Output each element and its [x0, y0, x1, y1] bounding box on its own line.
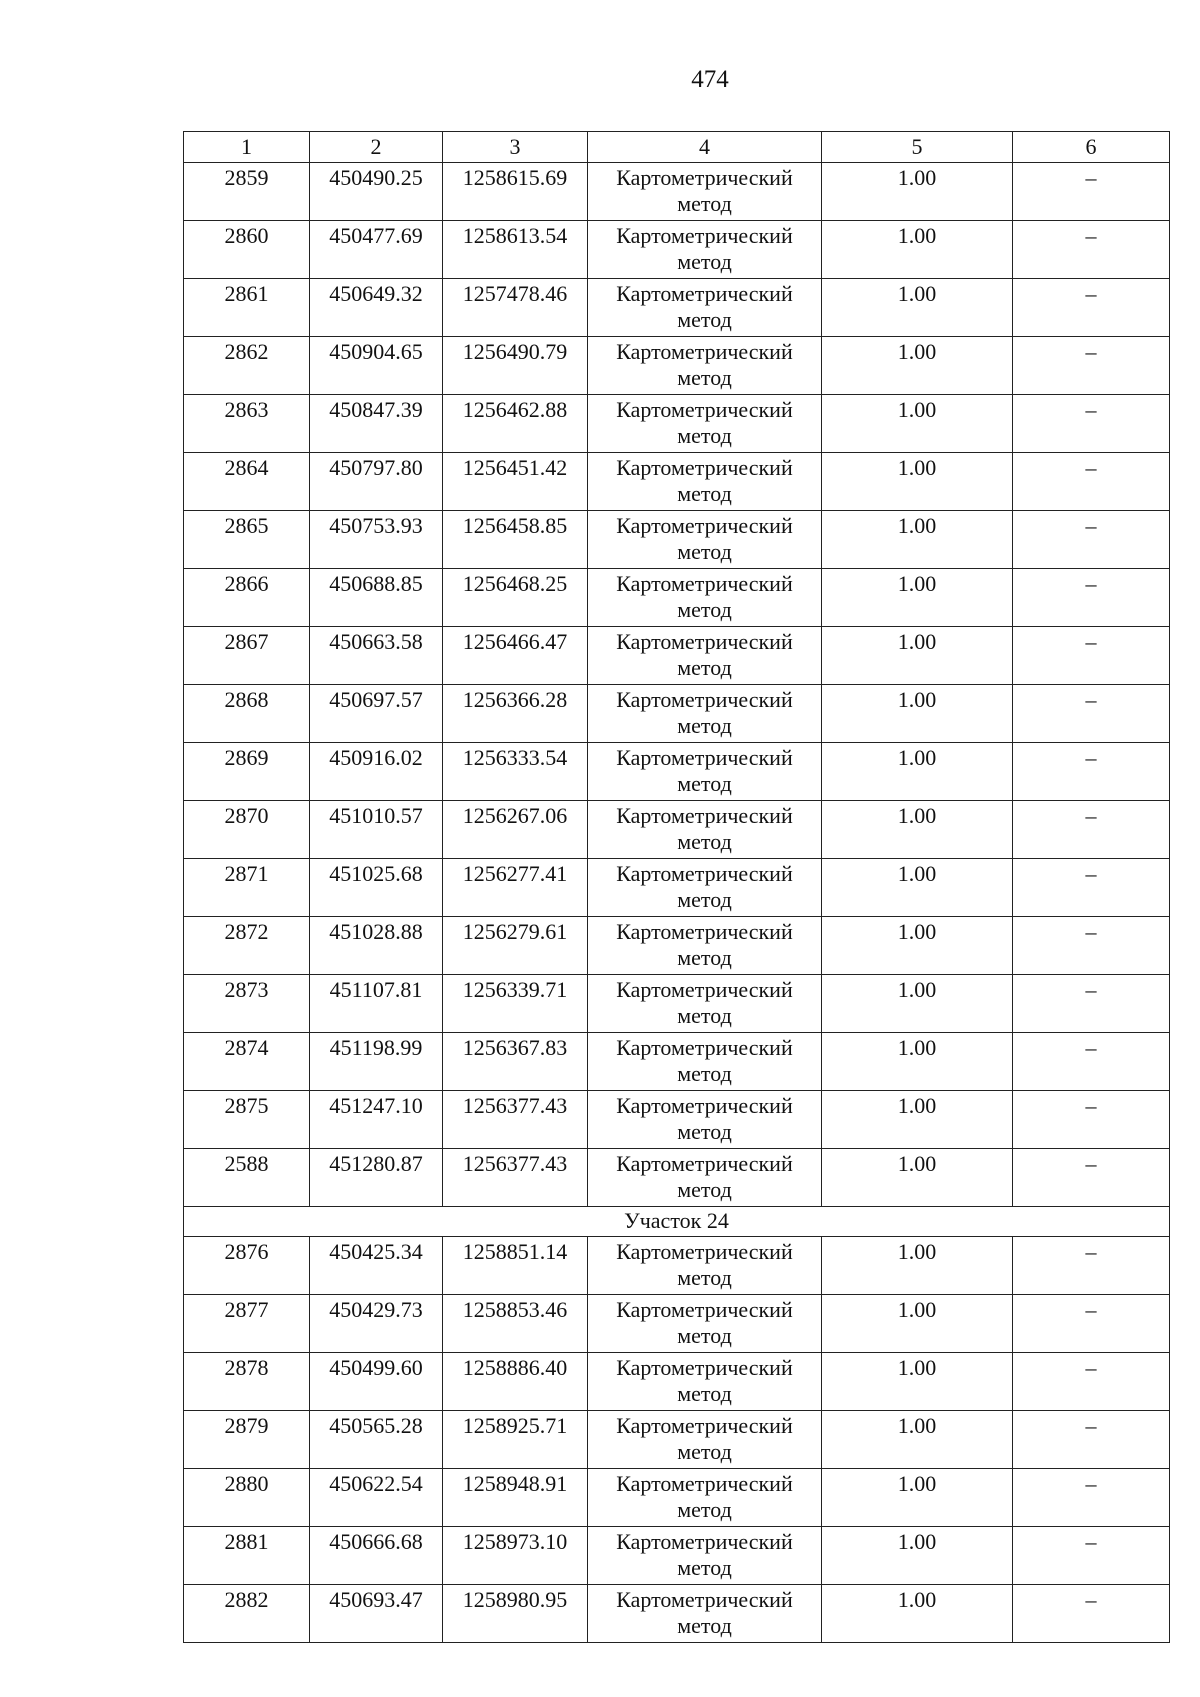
y-coordinate-cell: 1258886.40	[443, 1353, 588, 1411]
method-cell: Картометрический метод	[588, 1411, 822, 1469]
method-cell: Картометрический метод	[588, 1033, 822, 1091]
note-cell: –	[1013, 1353, 1170, 1411]
header-row	[184, 132, 1170, 163]
accuracy-cell: 1.00	[822, 1149, 1013, 1207]
y-coordinate-cell: 1256451.42	[443, 453, 588, 511]
table-row	[184, 221, 1170, 279]
table-row	[184, 917, 1170, 975]
x-coordinate-cell: 451247.10	[310, 1091, 443, 1149]
accuracy-cell: 1.00	[822, 685, 1013, 743]
page-number: 474	[691, 66, 729, 93]
method-cell: Картометрический метод	[588, 1295, 822, 1353]
x-coordinate-cell: 450663.58	[310, 627, 443, 685]
x-coordinate-cell: 450693.47	[310, 1585, 443, 1643]
y-coordinate-cell: 1256466.47	[443, 627, 588, 685]
point-number-cell: 2860	[184, 221, 310, 279]
y-coordinate-cell: 1258980.95	[443, 1585, 588, 1643]
table-row	[184, 801, 1170, 859]
method-cell: Картометрический метод	[588, 1585, 822, 1643]
method-cell: Картометрический метод	[588, 1091, 822, 1149]
column-header: 1	[184, 132, 310, 163]
point-number-cell: 2588	[184, 1149, 310, 1207]
method-cell: Картометрический метод	[588, 1353, 822, 1411]
point-number-cell: 2880	[184, 1469, 310, 1527]
coordinates-table	[183, 131, 1170, 1643]
x-coordinate-cell: 450916.02	[310, 743, 443, 801]
method-cell: Картометрический метод	[588, 743, 822, 801]
method-cell: Картометрический метод	[588, 395, 822, 453]
y-coordinate-cell: 1256366.28	[443, 685, 588, 743]
accuracy-cell: 1.00	[822, 163, 1013, 221]
y-coordinate-cell: 1256333.54	[443, 743, 588, 801]
x-coordinate-cell: 450490.25	[310, 163, 443, 221]
accuracy-cell: 1.00	[822, 801, 1013, 859]
x-coordinate-cell: 450797.80	[310, 453, 443, 511]
accuracy-cell: 1.00	[822, 1469, 1013, 1527]
accuracy-cell: 1.00	[822, 1527, 1013, 1585]
accuracy-cell: 1.00	[822, 221, 1013, 279]
note-cell: –	[1013, 1527, 1170, 1585]
accuracy-cell: 1.00	[822, 917, 1013, 975]
accuracy-cell: 1.00	[822, 975, 1013, 1033]
accuracy-cell: 1.00	[822, 859, 1013, 917]
method-cell: Картометрический метод	[588, 1237, 822, 1295]
note-cell: –	[1013, 511, 1170, 569]
point-number-cell: 2875	[184, 1091, 310, 1149]
y-coordinate-cell: 1258851.14	[443, 1237, 588, 1295]
note-cell: –	[1013, 917, 1170, 975]
point-number-cell: 2859	[184, 163, 310, 221]
note-cell: –	[1013, 685, 1170, 743]
note-cell: –	[1013, 1091, 1170, 1149]
column-header: 4	[588, 132, 822, 163]
table-row	[184, 1033, 1170, 1091]
table-row	[184, 1091, 1170, 1149]
x-coordinate-cell: 450425.34	[310, 1237, 443, 1295]
note-cell: –	[1013, 1033, 1170, 1091]
table-row	[184, 743, 1170, 801]
y-coordinate-cell: 1258615.69	[443, 163, 588, 221]
method-cell: Картометрический метод	[588, 511, 822, 569]
x-coordinate-cell: 451280.87	[310, 1149, 443, 1207]
note-cell: –	[1013, 221, 1170, 279]
y-coordinate-cell: 1256339.71	[443, 975, 588, 1033]
method-cell: Картометрический метод	[588, 627, 822, 685]
section-row	[184, 1207, 1170, 1237]
accuracy-cell: 1.00	[822, 453, 1013, 511]
accuracy-cell: 1.00	[822, 627, 1013, 685]
method-cell: Картометрический метод	[588, 569, 822, 627]
note-cell: –	[1013, 627, 1170, 685]
note-cell: –	[1013, 279, 1170, 337]
method-cell: Картометрический метод	[588, 975, 822, 1033]
table-row	[184, 511, 1170, 569]
y-coordinate-cell: 1256490.79	[443, 337, 588, 395]
table-row	[184, 1295, 1170, 1353]
note-cell: –	[1013, 801, 1170, 859]
table-row	[184, 337, 1170, 395]
x-coordinate-cell: 451028.88	[310, 917, 443, 975]
x-coordinate-cell: 450429.73	[310, 1295, 443, 1353]
point-number-cell: 2877	[184, 1295, 310, 1353]
note-cell: –	[1013, 743, 1170, 801]
y-coordinate-cell: 1256279.61	[443, 917, 588, 975]
table-row	[184, 395, 1170, 453]
x-coordinate-cell: 451010.57	[310, 801, 443, 859]
table-row	[184, 279, 1170, 337]
accuracy-cell: 1.00	[822, 743, 1013, 801]
y-coordinate-cell: 1256458.85	[443, 511, 588, 569]
y-coordinate-cell: 1256377.43	[443, 1091, 588, 1149]
point-number-cell: 2871	[184, 859, 310, 917]
method-cell: Картометрический метод	[588, 917, 822, 975]
y-coordinate-cell: 1256277.41	[443, 859, 588, 917]
x-coordinate-cell: 450649.32	[310, 279, 443, 337]
point-number-cell: 2870	[184, 801, 310, 859]
method-cell: Картометрический метод	[588, 1527, 822, 1585]
table-row	[184, 1237, 1170, 1295]
column-header: 3	[443, 132, 588, 163]
accuracy-cell: 1.00	[822, 1585, 1013, 1643]
note-cell: –	[1013, 1295, 1170, 1353]
x-coordinate-cell: 451107.81	[310, 975, 443, 1033]
accuracy-cell: 1.00	[822, 279, 1013, 337]
accuracy-cell: 1.00	[822, 569, 1013, 627]
x-coordinate-cell: 450666.68	[310, 1527, 443, 1585]
point-number-cell: 2882	[184, 1585, 310, 1643]
point-number-cell: 2863	[184, 395, 310, 453]
note-cell: –	[1013, 395, 1170, 453]
table-row	[184, 1469, 1170, 1527]
x-coordinate-cell: 450697.57	[310, 685, 443, 743]
table-row	[184, 975, 1170, 1033]
note-cell: –	[1013, 1411, 1170, 1469]
method-cell: Картометрический метод	[588, 1149, 822, 1207]
method-cell: Картометрический метод	[588, 801, 822, 859]
point-number-cell: 2866	[184, 569, 310, 627]
note-cell: –	[1013, 975, 1170, 1033]
table-row	[184, 1149, 1170, 1207]
method-cell: Картометрический метод	[588, 453, 822, 511]
method-cell: Картометрический метод	[588, 163, 822, 221]
table-row	[184, 859, 1170, 917]
note-cell: –	[1013, 1237, 1170, 1295]
accuracy-cell: 1.00	[822, 1237, 1013, 1295]
column-header: 2	[310, 132, 443, 163]
column-header: 5	[822, 132, 1013, 163]
table-row	[184, 627, 1170, 685]
accuracy-cell: 1.00	[822, 395, 1013, 453]
accuracy-cell: 1.00	[822, 1091, 1013, 1149]
table-row	[184, 163, 1170, 221]
y-coordinate-cell: 1258853.46	[443, 1295, 588, 1353]
table-row	[184, 1353, 1170, 1411]
method-cell: Картометрический метод	[588, 279, 822, 337]
method-cell: Картометрический метод	[588, 337, 822, 395]
method-cell: Картометрический метод	[588, 221, 822, 279]
x-coordinate-cell: 450688.85	[310, 569, 443, 627]
section-title: Участок 24	[184, 1207, 1170, 1237]
table-row	[184, 569, 1170, 627]
point-number-cell: 2868	[184, 685, 310, 743]
x-coordinate-cell: 450847.39	[310, 395, 443, 453]
table-row	[184, 1411, 1170, 1469]
point-number-cell: 2876	[184, 1237, 310, 1295]
x-coordinate-cell: 450477.69	[310, 221, 443, 279]
point-number-cell: 2879	[184, 1411, 310, 1469]
x-coordinate-cell: 450622.54	[310, 1469, 443, 1527]
note-cell: –	[1013, 337, 1170, 395]
point-number-cell: 2861	[184, 279, 310, 337]
y-coordinate-cell: 1256367.83	[443, 1033, 588, 1091]
note-cell: –	[1013, 1585, 1170, 1643]
note-cell: –	[1013, 163, 1170, 221]
note-cell: –	[1013, 859, 1170, 917]
y-coordinate-cell: 1256267.06	[443, 801, 588, 859]
y-coordinate-cell: 1258925.71	[443, 1411, 588, 1469]
y-coordinate-cell: 1258948.91	[443, 1469, 588, 1527]
x-coordinate-cell: 450904.65	[310, 337, 443, 395]
x-coordinate-cell: 450499.60	[310, 1353, 443, 1411]
point-number-cell: 2862	[184, 337, 310, 395]
method-cell: Картометрический метод	[588, 859, 822, 917]
accuracy-cell: 1.00	[822, 1295, 1013, 1353]
point-number-cell: 2878	[184, 1353, 310, 1411]
table-row	[184, 1527, 1170, 1585]
accuracy-cell: 1.00	[822, 1033, 1013, 1091]
point-number-cell: 2865	[184, 511, 310, 569]
point-number-cell: 2867	[184, 627, 310, 685]
method-cell: Картометрический метод	[588, 1469, 822, 1527]
note-cell: –	[1013, 1469, 1170, 1527]
x-coordinate-cell: 450753.93	[310, 511, 443, 569]
x-coordinate-cell: 451198.99	[310, 1033, 443, 1091]
y-coordinate-cell: 1256377.43	[443, 1149, 588, 1207]
x-coordinate-cell: 450565.28	[310, 1411, 443, 1469]
point-number-cell: 2881	[184, 1527, 310, 1585]
x-coordinate-cell: 451025.68	[310, 859, 443, 917]
y-coordinate-cell: 1258613.54	[443, 221, 588, 279]
column-header: 6	[1013, 132, 1170, 163]
point-number-cell: 2874	[184, 1033, 310, 1091]
note-cell: –	[1013, 569, 1170, 627]
y-coordinate-cell: 1256462.88	[443, 395, 588, 453]
point-number-cell: 2864	[184, 453, 310, 511]
note-cell: –	[1013, 1149, 1170, 1207]
table-body	[184, 163, 1170, 1643]
point-number-cell: 2872	[184, 917, 310, 975]
point-number-cell: 2869	[184, 743, 310, 801]
accuracy-cell: 1.00	[822, 511, 1013, 569]
point-number-cell: 2873	[184, 975, 310, 1033]
y-coordinate-cell: 1258973.10	[443, 1527, 588, 1585]
table-row	[184, 1585, 1170, 1643]
accuracy-cell: 1.00	[822, 1353, 1013, 1411]
table-row	[184, 685, 1170, 743]
note-cell: –	[1013, 453, 1170, 511]
y-coordinate-cell: 1256468.25	[443, 569, 588, 627]
accuracy-cell: 1.00	[822, 337, 1013, 395]
y-coordinate-cell: 1257478.46	[443, 279, 588, 337]
accuracy-cell: 1.00	[822, 1411, 1013, 1469]
method-cell: Картометрический метод	[588, 685, 822, 743]
table-row	[184, 453, 1170, 511]
